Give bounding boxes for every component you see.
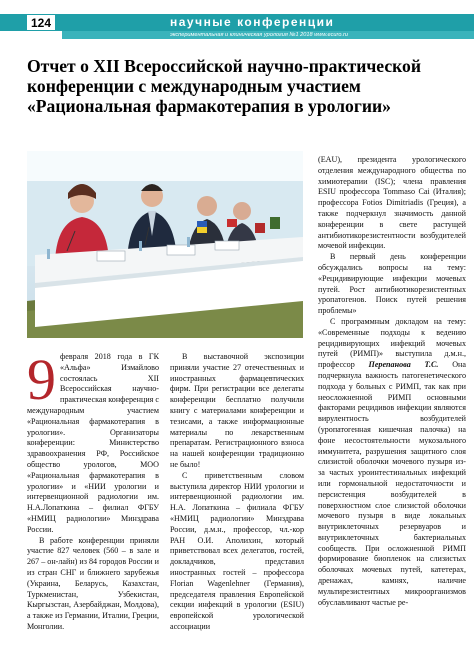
paragraph (27, 347, 159, 536)
page-number: 124 (27, 15, 55, 30)
paragraph: В выставочной экспозиции приняли участие 27 отечественных и иностранных фармацевтических фирм. При регистрации все делегаты конференции бесплатно получили книгу с материалами конференции и тезисами, а также информационные материалы по лекарственным препаратам. Регистрационного взноса на нашей конференции традиционно не было! (170, 352, 304, 469)
column-1 (27, 347, 159, 633)
paragraph: В работе конференции приняли участие 827 человек (560 – в зале и 267 – он-лайн) из 84 городов России и из стран СНГ и ближнего зарубежья (Украина, Беларусь, Казахстан, Туркменистан, Узбекистан, Кыргызстан, Азербайджан, Молдова), а также из Германии, Италии, Греции, Монголии. (27, 535, 159, 631)
speaker-name: Перепанова Т.С. (368, 360, 439, 370)
section-title: научные конференции (170, 15, 335, 29)
drop-cap: 9 (27, 347, 56, 412)
page-header (0, 0, 474, 42)
conference-photo (27, 151, 303, 338)
paragraph: (EAU), президента урологического отделения международного общества по химиотерапии (ISC); члена правления ESIU профессора Tommaso Cai (Италия); профессора Fotios Dimitriadis (Греция), а также подчеркнул значимость данной конференции в свете растущей антибиотикорезистентности возбудителей мочевой инфекции. (318, 155, 466, 251)
paragraph-text: февраля 2018 года в ГК «Альфа» Измайлово состоялась XII Всероссийская научно-практическая конференция с международным участием «Рациональная фармакотерапия в урологии». Организаторы конференции: Министерство здравоохранения РФ, Российское общество урологов, МОО «Рациональная фармакотерапия в урологии» и «НИИ урологии и интервенционной радиологии им. Н.А.Лопаткина – филиал ФГБУ «НМИЦ радиологии» Минздрава России. (27, 352, 159, 534)
paragraph: С приветственным словом выступила директор НИИ урологии и интервенционной радиологии им. Н.А. Лопаткина – филиала ФГБУ «НМИЦ радиологии» Минздрава России, д.м.н., профессор, чл.-кор РАН О.И. Аполихин, который приветствовал всех делегатов, гостей, докладчиков, представил иностранных гостей – профессора Florian Wagenlehner (Германия), председателя правления Европейской секции инфекций в урологии (ESIU) европейской урологической ассоциации (170, 470, 304, 631)
paragraph-text: С программным докладом на тему: «Современные подходы к ведению рецидивирующих инфекций мочевых путей (РИМП)» выступила д.м.н., профессор (318, 316, 466, 370)
article-title: Отчет о XII Всероссийской научно-практической конференции с международным участием «Рациональная фармакотерапия в урологии» (27, 56, 421, 116)
paragraph: В первый день конференции обсуждались вопросы на тему: «Рецидивирующие инфекции мочевых путей. Рост антибиотикорезистентных уропатогенов. Поиск путей решения проблемы» (318, 252, 466, 316)
journal-line: экспериментальная и клиническая урология №1 2018 www.ecuro.ru (170, 32, 349, 38)
column-3 (318, 155, 466, 608)
column-2 (170, 352, 304, 633)
paragraph-text: Она подчеркнула важность патогенетического подхода у больных с РИМП, так как при неосложненной РИМП основными факторами рецидивов инфекции являются вирулентность возбудителей (уропатогенная кишечная палочка) на фоне несостоятельности мукозального иммунитета, разрушения защитного слоя слизистой оболочки мочевого пузыря из-за частых уроинтестинальных инфекций или гормональной недостаточности и персистенция возбудителей в поверхностном слое слизистой оболочки мочевого пузыря в виде локальных внутриклеточных резервуаров и внутриклеточных бактериальных сообществ. При осложненной РИМП формирование биопленок на слизистых оболочках мочевых путей, катетерах, дренажах, камнях, наличие мультирезистентных микроорганизмов обуславливают частые ре- (318, 360, 466, 607)
paragraph (318, 317, 466, 609)
